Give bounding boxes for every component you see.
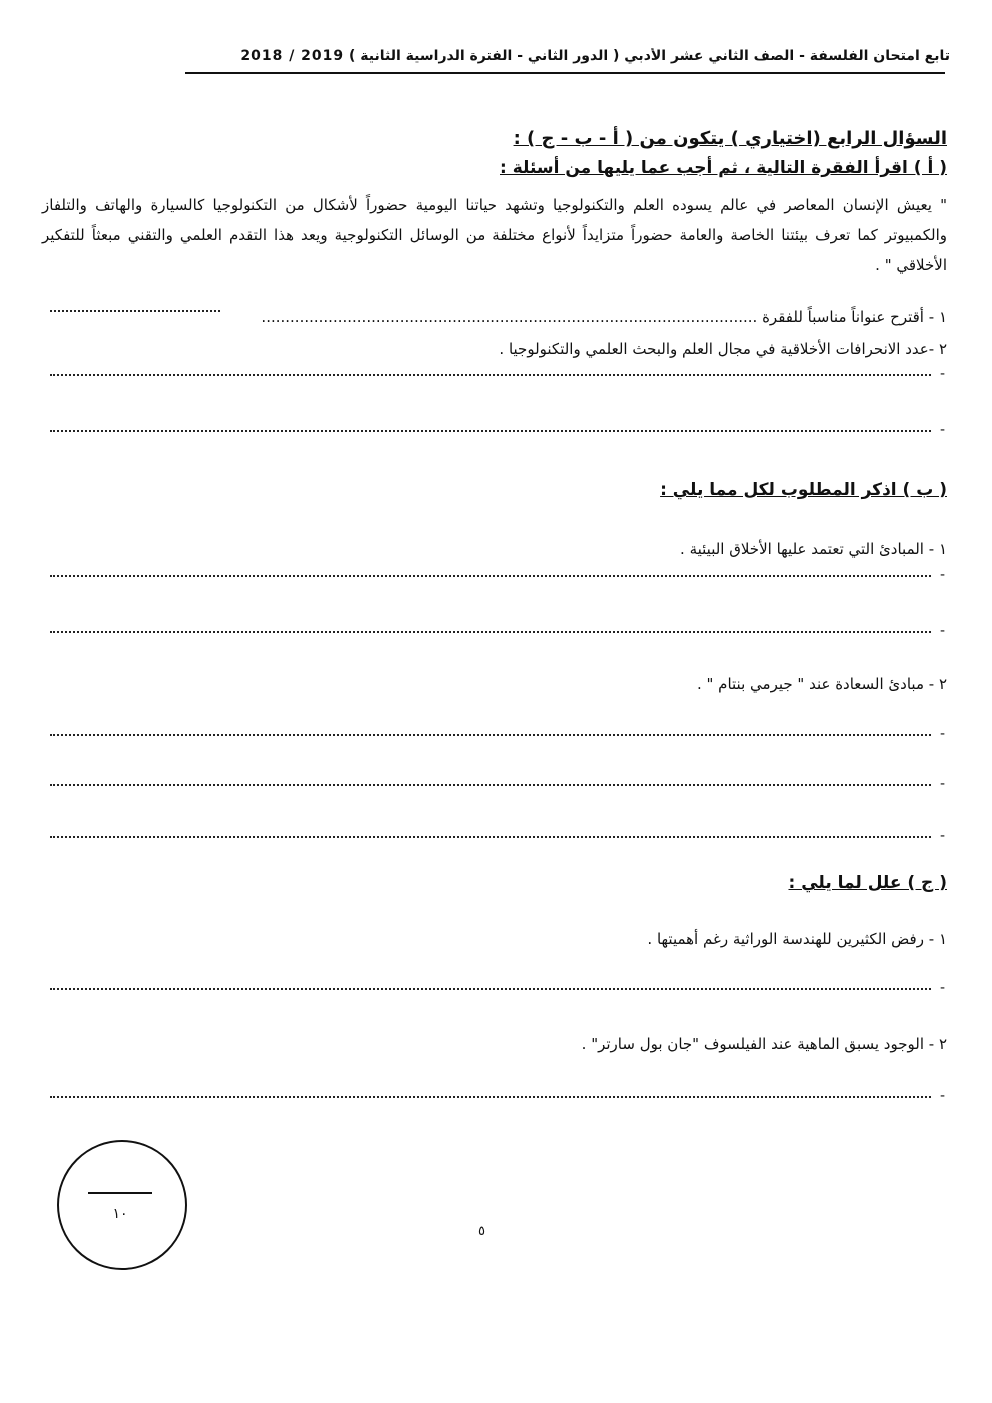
score-circle <box>57 1140 187 1270</box>
score-total: ١٠ <box>112 1206 128 1222</box>
part-c-question-2: ٢ - الوجود يسبق الماهية عند الفيلسوف "جان بول سارتر" . <box>581 1035 947 1053</box>
part-b-title-text: ( ب ) اذكر المطلوب لكل مما يلي : <box>660 480 947 500</box>
part-a-question-2: ٢ -عدد الانحرافات الأخلاقية في مجال العلم والبحث العلمي والتكنولوجيا . <box>499 340 947 358</box>
answer-line[interactable] <box>50 569 945 583</box>
part-c-title <box>788 873 947 893</box>
answer-line[interactable] <box>50 625 945 639</box>
reading-passage: " يعيش الإنسان المعاصر في عالم يسوده العلم والتكنولوجيا وتشهد حياتنا اليومية حضوراً لأشكال من التكنولوجيا كالسيارة والهاتف والتلفاز والكمبيوتر كما تعرف بيئتنا الخاصة والعامة حضوراً متزايداً لأنواع مختلفة من الوسائل التكنولوجية ويعد هذا التقدم العلمي والتقني مبعثاً للتفكير الأخلاقي " . <box>42 196 947 274</box>
answer-dash: - <box>939 623 945 639</box>
answer-dash: - <box>939 776 945 792</box>
answer-dash: - <box>939 1088 945 1104</box>
answer-line[interactable] <box>50 304 220 318</box>
exam-header <box>180 48 950 74</box>
answer-line[interactable] <box>50 778 945 792</box>
question-title: السؤال الرابع (اختياري ) يتكون من ( أ - ب - ج ) : <box>513 128 947 149</box>
answer-dash: - <box>939 366 945 382</box>
part-c-title-text: ( ج ) علل لما يلي : <box>788 873 947 893</box>
answer-line[interactable] <box>50 982 945 996</box>
answer-line[interactable] <box>50 368 945 382</box>
answer-line[interactable] <box>50 728 945 742</box>
header-divider <box>185 72 945 74</box>
answer-dash: - <box>939 726 945 742</box>
answer-line[interactable] <box>50 830 945 844</box>
part-c-question-1: ١ - رفض الكثيرين للهندسة الوراثية رغم أهميتها . <box>647 930 947 948</box>
part-b-question-1: ١ - المبادئ التي تعتمد عليها الأخلاق البيئية . <box>680 540 947 558</box>
answer-dash: - <box>939 422 945 438</box>
part-a-question-1: ١ - أقترح عنواناً مناسباً للفقرة ........................................................................................................ <box>261 308 947 326</box>
part-b-title <box>660 480 947 500</box>
answer-line[interactable] <box>50 1090 945 1104</box>
part-b-question-2: ٢ - مبادئ السعادة عند " جيرمي بنتام " . <box>696 675 947 693</box>
answer-dash: - <box>939 567 945 583</box>
answer-dash: - <box>939 980 945 996</box>
header-text: تابع امتحان الفلسفة - الصف الثاني عشر الأدبي ( الدور الثاني - الفترة الدراسية الثانية ) <box>349 48 950 64</box>
score-blank-line[interactable] <box>88 1192 152 1194</box>
answer-dash: - <box>939 828 945 844</box>
header-year: 2018 / 2019 <box>240 48 345 64</box>
part-a-title: ( أ ) اقرأ الفقرة التالية ، ثم أجب عما يليها من أسئلة : <box>500 158 947 178</box>
answer-line[interactable] <box>50 424 945 438</box>
page-number: ٥ <box>478 1224 485 1239</box>
